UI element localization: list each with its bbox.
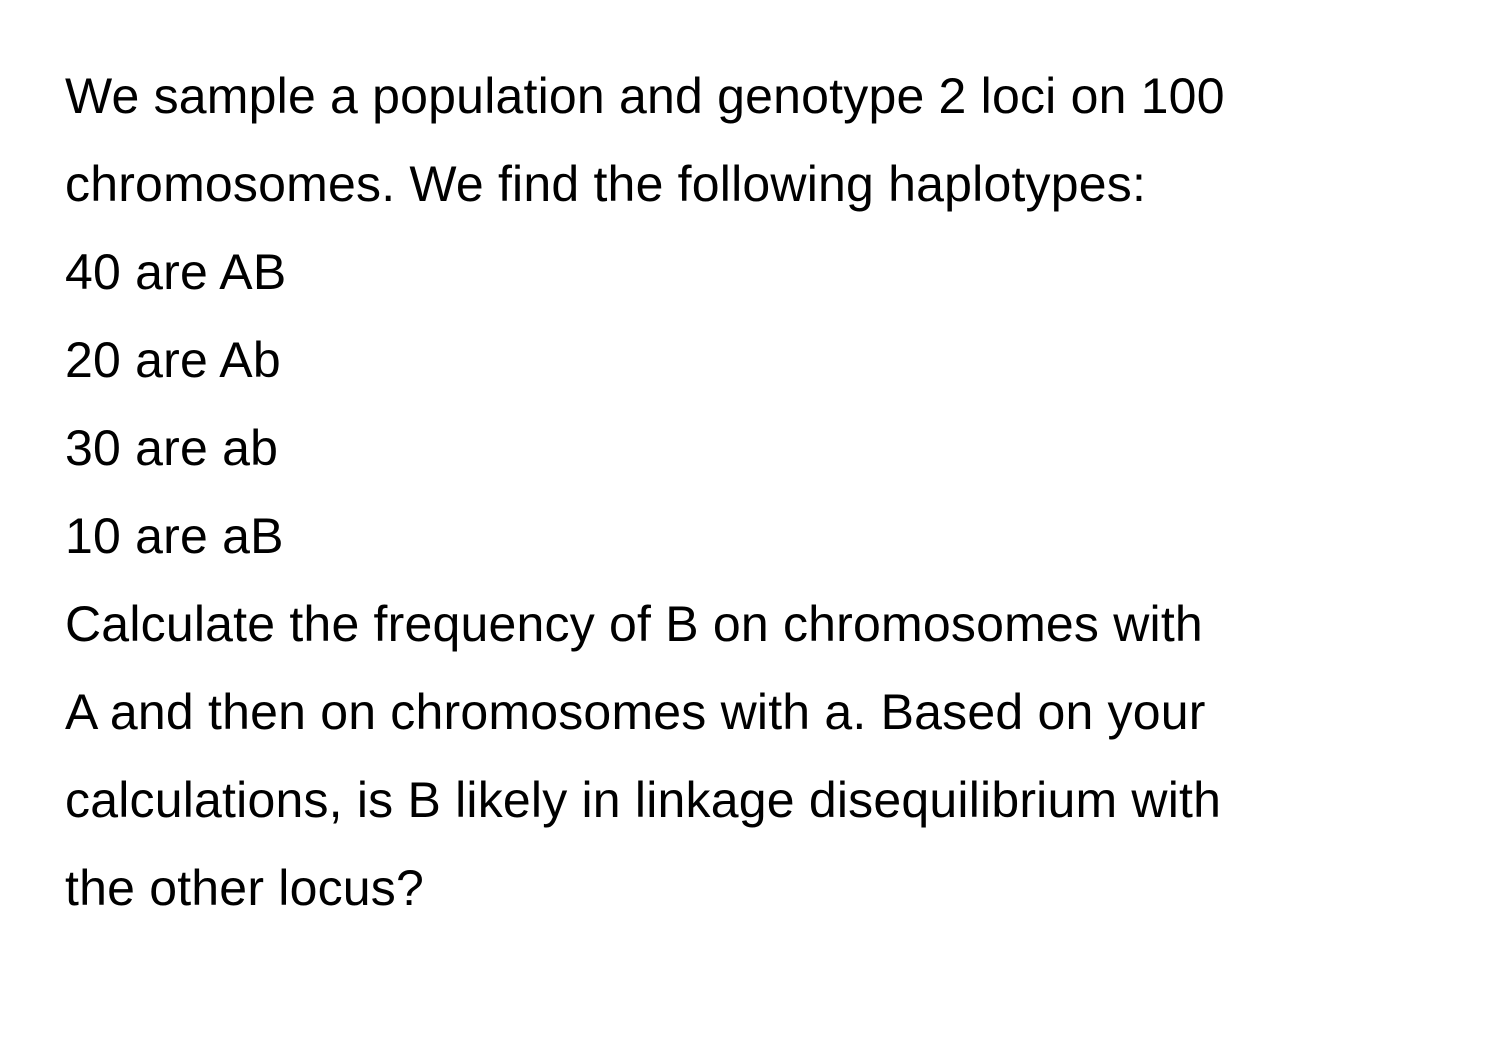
prompt-line: Calculate the frequency of B on chromosomes with [65,596,1203,652]
intro-line: We sample a population and genotype 2 loci on 100 [65,68,1225,124]
intro-line: chromosomes. We find the following haplotypes: [65,156,1147,212]
prompt-line: the other locus? [65,860,424,916]
prompt-line: A and then on chromosomes with a. Based on your [65,684,1206,740]
haplotype-ab-mixed: 20 are Ab [65,332,281,388]
question-text [65,52,1465,932]
haplotype-ab-lower: 30 are ab [65,420,279,476]
haplotype-ab-upper: 40 are AB [65,244,287,300]
prompt-line: calculations, is B likely in linkage disequilibrium with [65,772,1222,828]
haplotype-ab-reverse: 10 are aB [65,508,284,564]
